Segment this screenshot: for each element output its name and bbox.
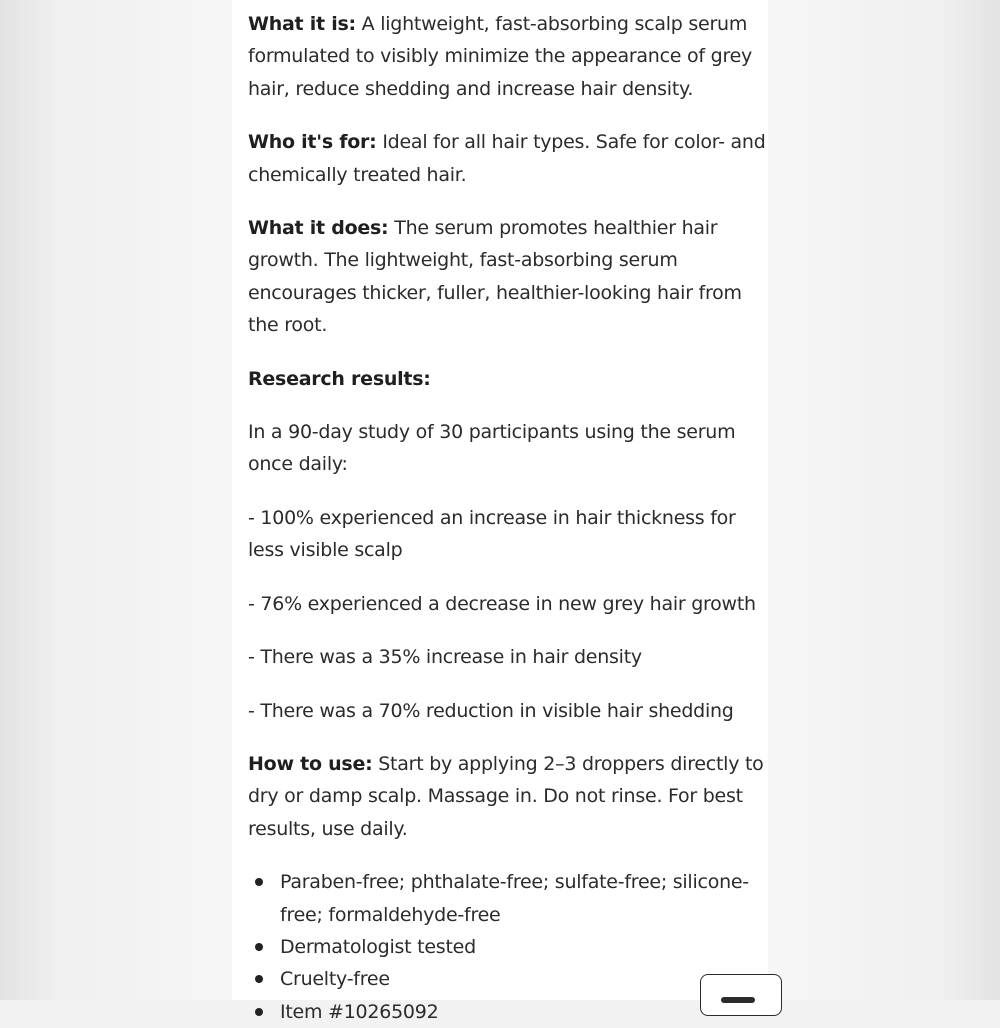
feature-text: Cruelty-free bbox=[280, 968, 390, 991]
what-it-is-paragraph bbox=[248, 8, 770, 105]
product-description-panel bbox=[232, 0, 768, 1023]
how-to-use-text: Start by applying 2–3 droppers directly to dry or damp scalp. Massage in. Do not rinse. For best results, use daily. bbox=[248, 752, 764, 840]
feature-item bbox=[248, 866, 770, 931]
floating-action-button[interactable] bbox=[700, 974, 782, 1016]
what-it-is-label: What it is: bbox=[248, 13, 356, 35]
bullet-icon bbox=[255, 943, 263, 951]
research-heading-paragraph bbox=[248, 363, 770, 395]
what-it-does-label: What it does: bbox=[248, 217, 389, 240]
button-icon bbox=[721, 997, 755, 1003]
who-its-for-paragraph bbox=[248, 126, 770, 191]
how-to-use-paragraph bbox=[248, 748, 770, 845]
background-right bbox=[768, 0, 1000, 1000]
feature-text: Paraben-free; phthalate-free; sulfate-free; silicone-free; formaldehyde-free bbox=[280, 871, 749, 926]
features-list bbox=[248, 866, 770, 1028]
research-result-4: - There was a 70% reduction in visible hair shedding bbox=[248, 699, 734, 722]
what-it-does-paragraph bbox=[248, 212, 770, 342]
research-intro: In a 90-day study of 30 participants using the serum once daily: bbox=[248, 421, 736, 476]
research-result-2: - 76% experienced a decrease in new grey hair growth bbox=[248, 592, 756, 615]
what-it-is-text: A lightweight, fast-absorbing scalp serum formulated to visibly minimize the appearance of grey hair, reduce shedding and increase hair density. bbox=[248, 13, 753, 100]
feature-item bbox=[248, 996, 770, 1028]
how-to-use-label: How to use: bbox=[248, 752, 373, 775]
feature-item bbox=[248, 963, 770, 995]
bullet-icon bbox=[255, 1008, 263, 1016]
feature-text: Item #10265092 bbox=[280, 1000, 439, 1023]
feature-text: Dermatologist tested bbox=[280, 935, 476, 958]
who-its-for-label: Who it's for: bbox=[248, 131, 377, 154]
research-result-3: - There was a 35% increase in hair density bbox=[248, 646, 642, 669]
background-left bbox=[0, 0, 232, 1000]
product-description bbox=[248, 8, 770, 1028]
who-its-for-text: Ideal for all hair types. Safe for color- and chemically treated hair. bbox=[248, 131, 766, 186]
bullet-icon bbox=[255, 975, 263, 983]
research-result-1: - 100% experienced an increase in hair thickness for less visible scalp bbox=[248, 506, 736, 562]
feature-item bbox=[248, 931, 770, 963]
bullet-icon bbox=[255, 878, 263, 886]
what-it-does-text: The serum promotes healthier hair growth. The lightweight, fast-absorbing serum encourages thicker, fuller, healthier-looking hair from the root. bbox=[248, 217, 742, 337]
research-heading: Research results: bbox=[248, 367, 431, 390]
